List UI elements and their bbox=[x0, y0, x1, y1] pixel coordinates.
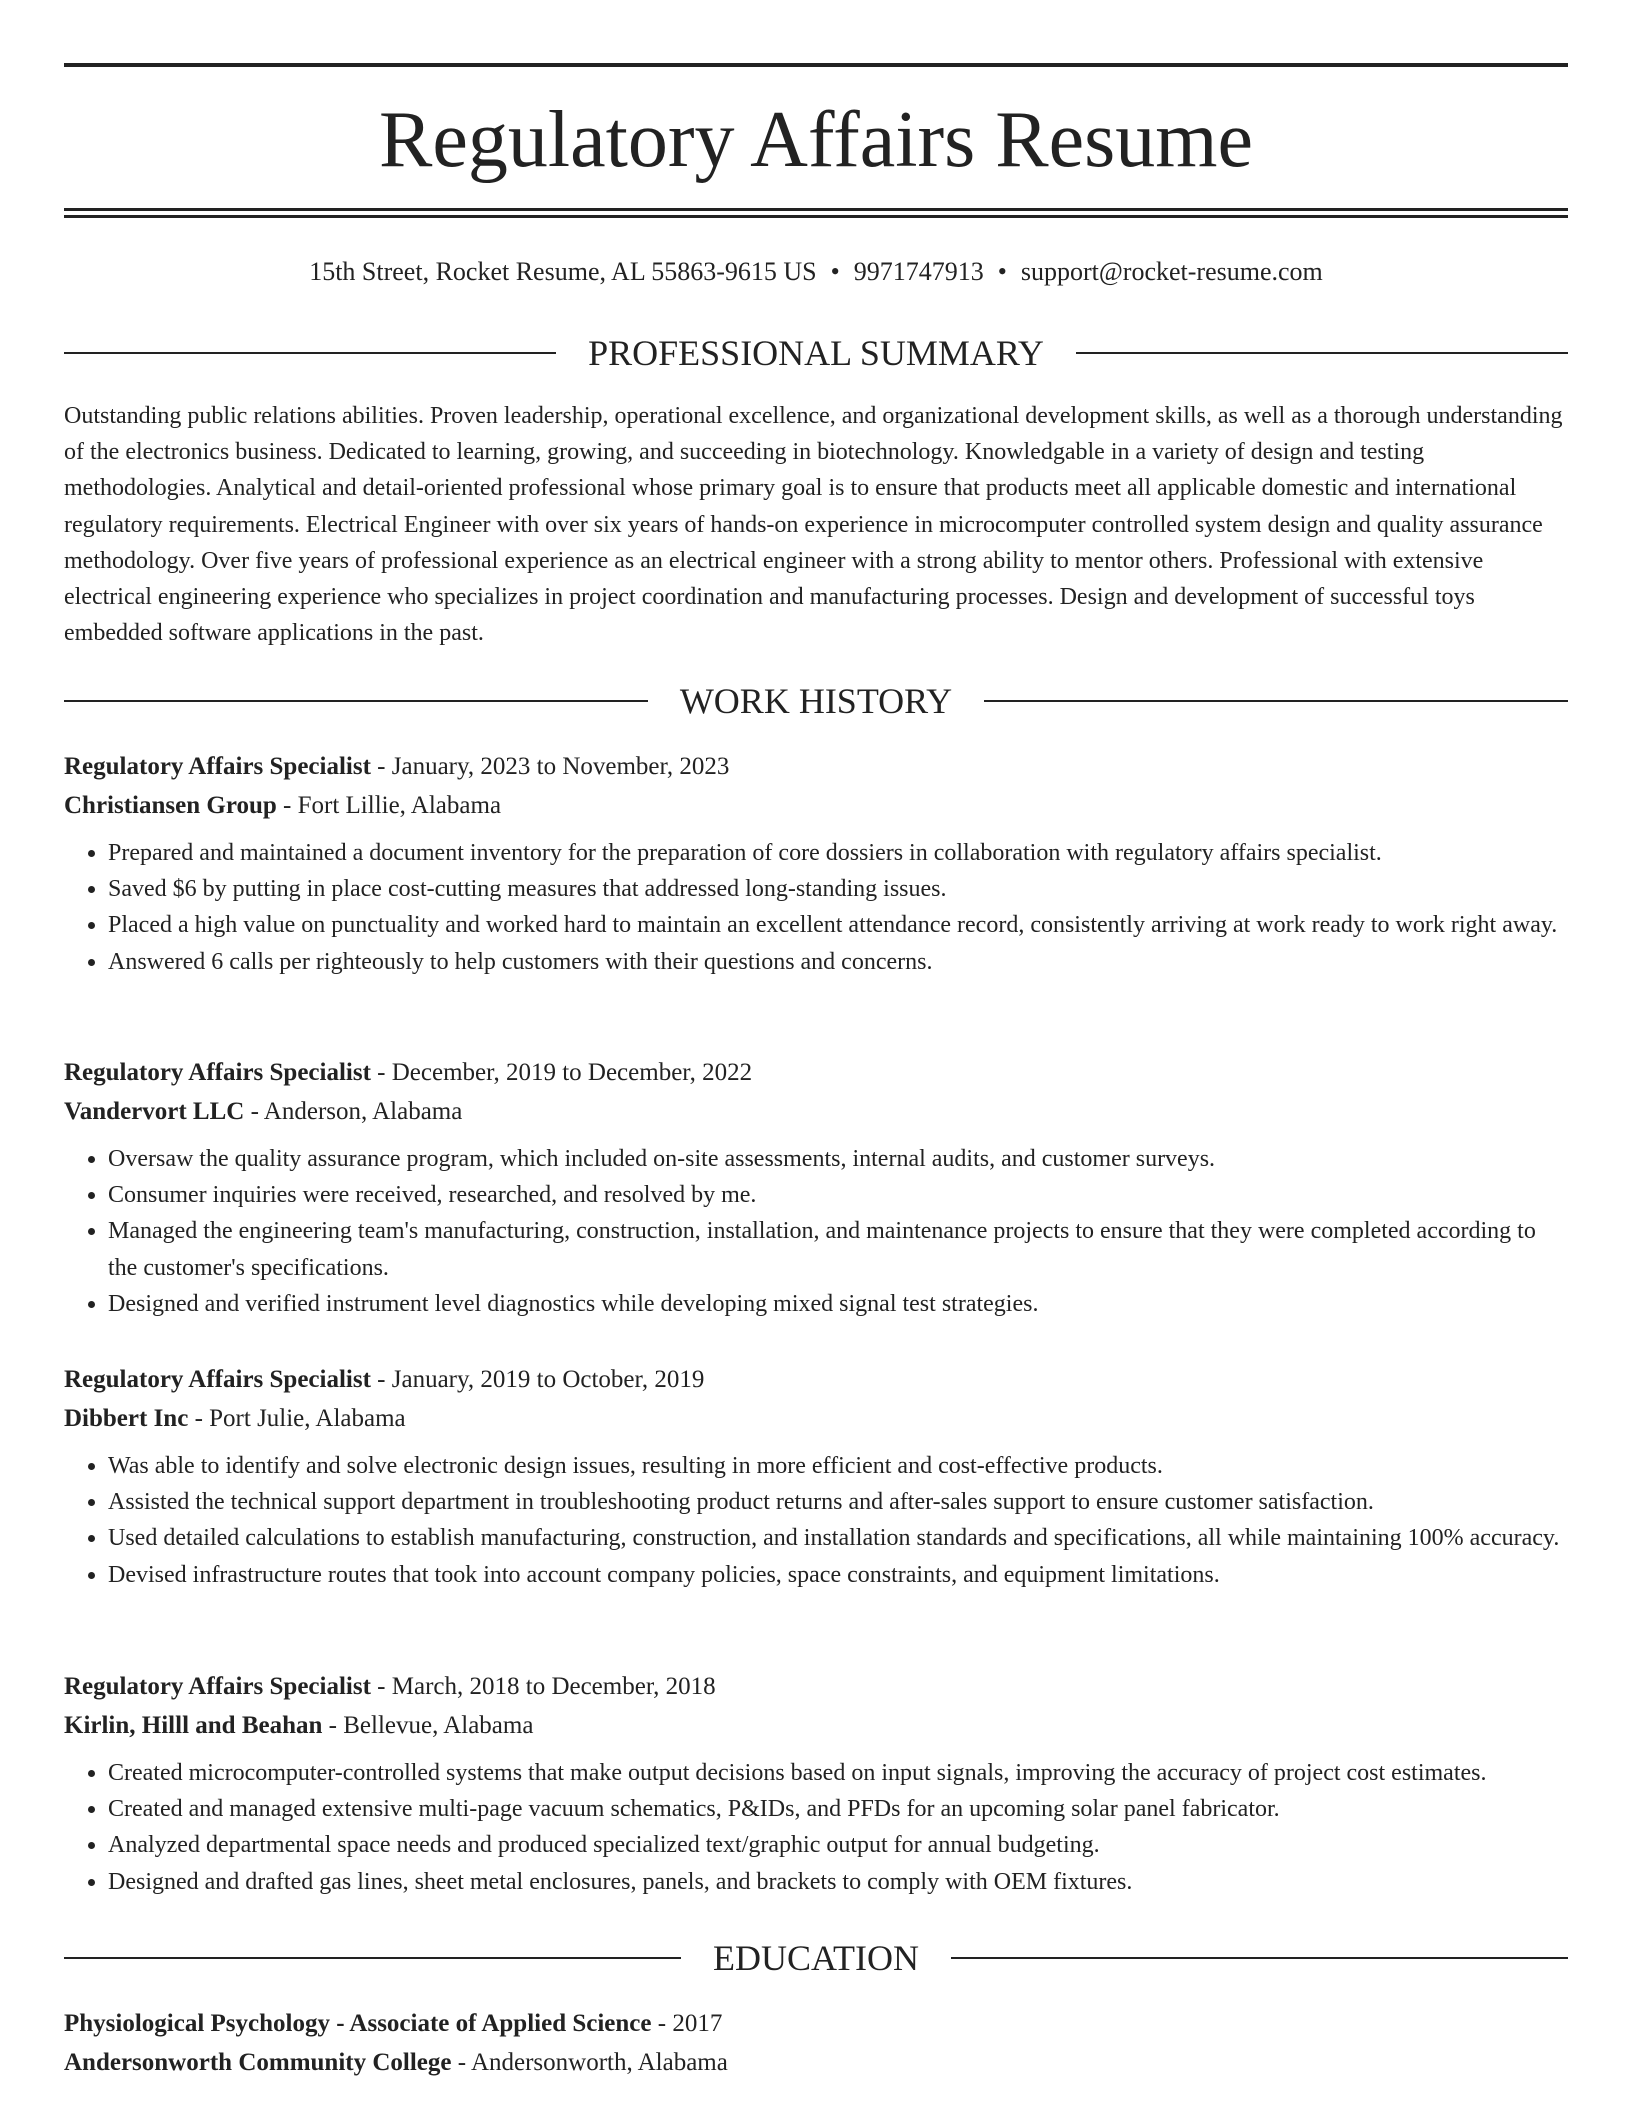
job-location: - Port Julie, Alabama bbox=[188, 1405, 406, 1432]
job-title: Regulatory Affairs Specialist bbox=[64, 753, 371, 780]
title-rule-lower bbox=[64, 215, 1568, 218]
summary-text: Outstanding public relations abilities. Proven leadership, operational excellence, and organizational development skills, as well as a thorough understanding of the electronics business. Dedicated to learning, growing, and succeeding in biotechnology. Knowledgable in a variety of design and testing methodologies. Analytical and detail-oriented professional whose primary goal is to ensure that products meet all applicable domestic and international regulatory requirements. Electrical Engineer with over six years of hands-on experience in microcomputer controlled system design and quality assurance methodology. Over five years of professional experience as an electrical engineer with a strong ability to mentor others. Professional with extensive electrical engineering experience who specializes in project coordination and manufacturing processes. Design and development of successful toys embedded software applications in the past. bbox=[64, 403, 1563, 647]
list-item: • Designed and verified instrument level diagnostics while developing mixed signal test strategies. bbox=[108, 1286, 1568, 1322]
job-title-line bbox=[64, 1054, 1568, 1092]
contact-address: 15th Street, Rocket Resume, AL 55863-9615 US bbox=[309, 257, 817, 286]
list-item: • Created microcomputer-controlled systems that make output decisions based on input signals, improving the accuracy of project cost estimates. bbox=[108, 1755, 1568, 1791]
section-rule bbox=[1076, 352, 1568, 354]
list-item: • Assisted the technical support department in troubleshooting product returns and after-sales support to ensure customer satisfaction. bbox=[108, 1484, 1568, 1520]
job-company-line bbox=[64, 787, 1568, 825]
job-location: - Bellevue, Alabama bbox=[322, 1712, 534, 1739]
section-rule bbox=[64, 1957, 681, 1959]
job-company-line bbox=[64, 1707, 1568, 1745]
list-item: • Was able to identify and solve electronic design issues, resulting in more efficient and cost-effective products. bbox=[108, 1448, 1568, 1484]
section-rule bbox=[64, 700, 648, 702]
job-bullets bbox=[64, 1448, 1568, 1593]
job-entry bbox=[64, 1668, 1568, 1900]
job-company: Kirlin, Hilll and Beahan bbox=[64, 1712, 323, 1739]
list-item: • Saved $6 by putting in place cost-cutting measures that addressed long-standing issues. bbox=[108, 871, 1568, 907]
list-item: • Answered 6 calls per righteously to help customers with their questions and concerns. bbox=[108, 944, 1568, 980]
section-heading-education bbox=[64, 1936, 1568, 1980]
job-company: Christiansen Group bbox=[64, 792, 277, 819]
contact-separator: • bbox=[997, 257, 1007, 286]
job-company-line bbox=[64, 1093, 1568, 1131]
section-rule bbox=[984, 700, 1568, 702]
education-entry bbox=[64, 2005, 1568, 2082]
title-rule-upper bbox=[64, 208, 1568, 211]
list-item: • Managed the engineering team's manufacturing, construction, installation, and maintenance projects to ensure that they were completed according to the customer's specifications. bbox=[108, 1213, 1568, 1285]
job-company-line bbox=[64, 1400, 1568, 1438]
job-company: Dibbert Inc bbox=[64, 1405, 189, 1432]
contact-line bbox=[64, 255, 1568, 289]
section-rule bbox=[951, 1957, 1568, 1959]
job-company: Vandervort LLC bbox=[64, 1098, 245, 1125]
job-title-line bbox=[64, 748, 1568, 786]
list-item: • Created and managed extensive multi-page vacuum schematics, P&IDs, and PFDs for an upcoming solar panel fabricator. bbox=[108, 1791, 1568, 1827]
page-title: Regulatory Affairs Resume bbox=[379, 96, 1253, 184]
contact-separator: • bbox=[830, 257, 840, 286]
section-heading-summary bbox=[64, 331, 1568, 375]
list-item: • Analyzed departmental space needs and produced specialized text/graphic output for annual budgeting. bbox=[108, 1827, 1568, 1863]
contact-email: support@rocket-resume.com bbox=[1020, 257, 1323, 286]
list-item: • Devised infrastructure routes that took into account company policies, space constraints, and equipment limitations. bbox=[108, 1557, 1568, 1593]
section-heading-work bbox=[64, 679, 1568, 723]
job-dates: - March, 2018 to December, 2018 bbox=[370, 1673, 716, 1700]
job-bullets bbox=[64, 1755, 1568, 1900]
top-rule bbox=[64, 63, 1568, 67]
list-item: • Oversaw the quality assurance program, which included on-site assessments, internal audits, and customer surveys. bbox=[108, 1141, 1568, 1177]
job-entry bbox=[64, 1054, 1568, 1322]
job-bullets bbox=[64, 1141, 1568, 1322]
list-item: • Used detailed calculations to establish manufacturing, construction, and installation standards and specifications, all while maintaining 100% accuracy. bbox=[108, 1520, 1568, 1556]
section-rule bbox=[64, 352, 556, 354]
list-item: • Designed and drafted gas lines, sheet metal enclosures, panels, and brackets to comply with OEM fixtures. bbox=[108, 1864, 1568, 1900]
list-item: • Consumer inquiries were received, researched, and resolved by me. bbox=[108, 1177, 1568, 1213]
section-title: EDUCATION bbox=[713, 1938, 919, 1978]
job-dates: - December, 2019 to December, 2022 bbox=[370, 1059, 753, 1086]
education-location: - Andersonworth, Alabama bbox=[451, 2049, 728, 2076]
education-degree-line bbox=[64, 2005, 1568, 2043]
contact-phone: 9971747913 bbox=[853, 257, 984, 286]
education-degree: Physiological Psychology - Associate of Applied Science bbox=[64, 2010, 652, 2037]
job-title: Regulatory Affairs Specialist bbox=[64, 1366, 371, 1393]
job-location: - Anderson, Alabama bbox=[244, 1098, 463, 1125]
job-title-line bbox=[64, 1668, 1568, 1706]
job-title: Regulatory Affairs Specialist bbox=[64, 1059, 371, 1086]
job-dates: - January, 2023 to November, 2023 bbox=[370, 753, 730, 780]
job-entry bbox=[64, 1361, 1568, 1593]
section-title: PROFESSIONAL SUMMARY bbox=[588, 333, 1044, 373]
job-entry bbox=[64, 748, 1568, 980]
education-year: - 2017 bbox=[651, 2010, 723, 2037]
list-item: • Prepared and maintained a document inventory for the preparation of core dossiers in collaboration with regulatory affairs specialist. bbox=[108, 835, 1568, 871]
job-dates: - January, 2019 to October, 2019 bbox=[370, 1366, 705, 1393]
education-school-line bbox=[64, 2044, 1568, 2082]
list-item: • Placed a high value on punctuality and worked hard to maintain an excellent attendance record, consistently arriving at work ready to work right away. bbox=[108, 907, 1568, 943]
job-location: - Fort Lillie, Alabama bbox=[276, 792, 502, 819]
section-title: WORK HISTORY bbox=[679, 681, 953, 721]
job-bullets bbox=[64, 835, 1568, 980]
job-title: Regulatory Affairs Specialist bbox=[64, 1673, 371, 1700]
education-school: Andersonworth Community College bbox=[64, 2049, 452, 2076]
job-title-line bbox=[64, 1361, 1568, 1399]
